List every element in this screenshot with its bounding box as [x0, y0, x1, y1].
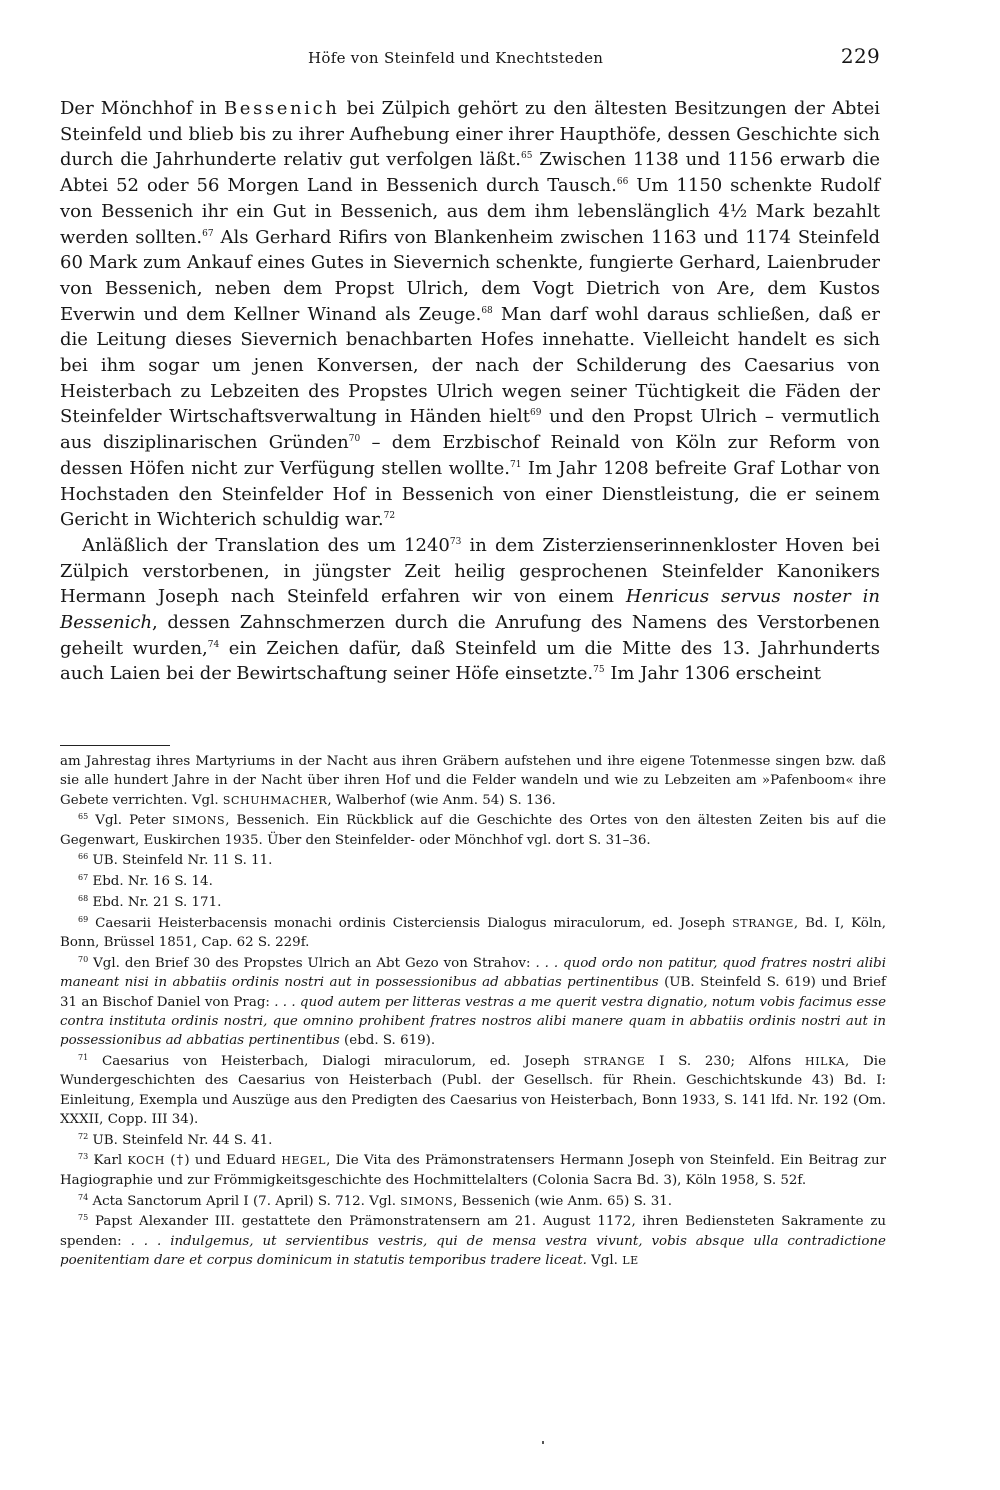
footnote-70 [60, 954, 886, 1050]
text-run: UB. Steinfeld Nr. 44 S. 41. [88, 1132, 273, 1148]
text-run: bei Zülpich gehört zu den ältesten Besitzungen der Abtei Steinfeld und blieb bis zu ihrer Aufhebung einer ihrer Haupthöfe, dessen Geschichte sich durch die Jahrhunderte relativ gut verfolgen läßt. [60, 98, 880, 171]
text-run: (UB. Steinfeld S. 619) und Brief 31 an Bischof Daniel von Prag: [60, 975, 886, 1010]
footnote-number: 68 [78, 894, 89, 904]
author-name: HILKA [805, 1054, 845, 1068]
text-run: Der Mönchhof in [60, 98, 224, 119]
text-run: Vgl. den Brief 30 des Propstes Ulrich an Abt Gezo von Strahov: [88, 955, 536, 971]
running-title: Höfe von Steinfeld und Knechtsteden [308, 49, 604, 67]
footnote-ref-65[interactable]: 65 [521, 151, 533, 162]
author-name: KOCH [127, 1154, 165, 1168]
text-run: (†) und Eduard [164, 1153, 282, 1169]
footnotes [60, 752, 886, 1272]
text-run: Ebd. Nr. 21 S. 171. [88, 895, 222, 911]
spaced-place-name: Bessenich [223, 98, 340, 119]
footnote-ref-73[interactable]: 73 [449, 536, 462, 547]
text-run: Zwischen 1138 und 1156 erwarb die Abtei 52 oder 56 Morgen Land in Bessenich durch Tausch. [60, 149, 880, 197]
footnote-72 [60, 1131, 886, 1150]
text-run: Vgl. [586, 1252, 623, 1268]
text-run: Caesarii Heisterbacensis monachi ordinis Cisterciensis Dialogus miraculorum, ed. Joseph [88, 915, 733, 931]
latin-quote: . . . indulgemus, ut servientibus vestris, qui de mensa vestra vivunt, vobis absque ulla contradictione poenitentiam dare et corpus dominicum in statutis temporibus tradere liceat. [60, 1233, 886, 1268]
text-run: Man darf wohl daraus schließen, daß er die Leitung dieses Sievernich benachbarten Hofes innehatte. Vielleicht handelt es sich bei ihm sogar um jenen Konversen, der nach der Schilderung des Caesarius von Heisterbach zu Lebzeiten des Propstes Ulrich wegen seiner Tüchtigkeit die Fäden der Steinfelder Wirtschaftsverwaltung in Händen hielt [60, 303, 880, 428]
text-run: Papst Alexander III. gestattete den Prämonstratensern am 21. August 1172, ihren Bediensteten Sakramente zu spenden: [60, 1214, 886, 1249]
author-name: SIMONS [172, 814, 226, 828]
latin-quote: . . . quod ordo non patitur, quod fratres nostri alibi maneant nisi in abbatiis ordinis nostri aut in possessionibus ad abbatias pertinentibus [60, 955, 886, 991]
footnote-number: 66 [78, 852, 89, 862]
text-run: (ebd. S. 619). [339, 1033, 436, 1049]
author-name: LE [622, 1253, 639, 1267]
footnote-number: 74 [78, 1192, 89, 1202]
footnote-69 [60, 914, 886, 953]
text-run: Im Jahr 1208 befreite Graf Lothar von Hochstaden den Steinfelder Hof in Bessenich von einer Dienstleistung, die er seinem Gericht in Wichterich schuldig war. [60, 457, 880, 531]
latin-quote: . . . quod autem per litteras vestras a me querit vestra dignatio, notum vobis facimus esse contra instituta ordinis nostri, que omnino prohibent fratres nostros alibi manere quam in abbatiis ordinis nostri aut in possessionibus ad abbatias pertinentibus [60, 994, 886, 1049]
text-run: , Bd. I, Köln, Bonn, Brüssel 1851, Cap. 62 S. 229f. [60, 915, 886, 951]
text-run: , Bessenich. Ein Rückblick auf die Geschichte des Ortes von den ältesten Zeiten bis auf die Gegenwart, Euskirchen 1935. Über den Steinfelder- oder Mönchhof vgl. dort S. 31–36. [60, 813, 887, 848]
text-run: am Jahrestag ihres Martyriums in der Nacht aus ihren Gräbern aufstehen und ihre eigene Totenmesse singen bzw. daß sie alle hundert Jahre in der Nacht über ihren Hof und die Felder wandeln und wie zu Lebzeiten am »Pafenboom« ihre Gebete verrichten. Vgl. [60, 754, 886, 808]
text-run: , Die Wundergeschichten des Caesarius von Heisterbach (Publ. der Gesellsch. für Rhein. Geschichtskunde 43) Bd. I: Einleitung, Exempla und Auszüge aus den Predigten des Caesarius von Heisterbach, Bonn 1933, S. 141 lfd. Nr. 192 (Om. XXXII, Copp. III 34). [60, 1053, 886, 1127]
text-run: , Die Vita des Prämonstratensers Hermann Joseph von Steinfeld. Ein Beitrag zur Hagiographie und zur Frömmigkeitsgeschichte des Hochmittelalters (Colonia Sacra Bd. 3), Köln 1958, S. 52f. [60, 1153, 887, 1188]
footnote-number: 69 [78, 914, 89, 924]
text-run: Vgl. Peter [88, 813, 173, 829]
footnote-ref-75[interactable]: 75 [593, 665, 605, 676]
text-run: Als Gerhard Rifirs von Blankenheim zwischen 1163 und 1174 Steinfeld 60 Mark zum Ankauf eines Gutes in Sievernich schenkte, fungierte Gerhard, Laienbruder von Bessenich, neben dem Propst Ulrich, dem Vogt Dietrich von Are, dem Kustos Everwin und dem Kellner Winand als Zeuge. [60, 226, 880, 325]
footnote-67 [60, 872, 886, 891]
author-name: SCHUHMACHER [222, 793, 328, 807]
footnote-number: 70 [78, 954, 89, 964]
text-run: Ebd. Nr. 16 S. 14. [88, 874, 213, 890]
text-run: Anläßlich der Translation des um 1240 [82, 534, 450, 556]
page-number: 229 [840, 44, 880, 68]
scan-speck [542, 1441, 544, 1444]
footnote-ref-69[interactable]: 69 [530, 408, 542, 419]
text-run: Um 1150 schenkte Rudolf von Bessenich ihr ein Gut in Bessenich, aus dem ihm lebenslänglich 4½ Mark bezahlt werden sollten. [60, 175, 880, 248]
footnote-ref-71[interactable]: 71 [509, 459, 522, 470]
footnote-ref-66[interactable]: 66 [616, 177, 629, 188]
paragraph-1 [60, 96, 880, 533]
author-name: STRANGE [732, 916, 794, 930]
footnote-ref-68[interactable]: 68 [481, 305, 493, 316]
footnote-continuation [60, 752, 886, 810]
footnote-68 [60, 893, 886, 912]
body-text [60, 96, 880, 687]
text-run: Im Jahr 1306 erscheint [604, 663, 822, 685]
paragraph-2 [60, 533, 880, 687]
footnote-number: 72 [78, 1131, 89, 1141]
footnote-ref-72[interactable]: 72 [383, 511, 396, 522]
text-run: Acta Sanctorum April I (7. April) S. 712. Vgl. [88, 1193, 401, 1209]
author-name: SIMONS [400, 1194, 454, 1208]
text-run: , Bessenich (wie Anm. 65) S. 31. [453, 1193, 673, 1209]
text-run: UB. Steinfeld Nr. 11 S. 11. [88, 853, 273, 869]
footnote-ref-74[interactable]: 74 [207, 639, 220, 650]
footnote-number: 75 [78, 1213, 89, 1223]
text-run: – dem Erzbischof Reinald von Köln zur Reform von dessen Höfen nicht zur Verfügung stellen wollte. [60, 432, 880, 479]
italic-quote: Henricus servus noster in Bessenich [60, 586, 880, 634]
text-run: Karl [88, 1153, 128, 1169]
footnote-ref-70[interactable]: 70 [348, 434, 361, 445]
text-run: und den Propst Ulrich – vermutlich aus disziplinarischen Gründen [60, 406, 880, 454]
footnote-number: 71 [78, 1052, 89, 1062]
footnote-74 [60, 1192, 886, 1211]
footnote-number: 65 [78, 812, 89, 822]
text-run: I S. 230; Alfons [645, 1053, 806, 1069]
footnote-75 [60, 1212, 886, 1270]
footnote-ref-67[interactable]: 67 [202, 228, 214, 239]
text-run: , dessen Zahnschmerzen durch die Anrufung des Namens des Verstorbenen geheilt wurden, [60, 612, 880, 659]
text-run: , Walberhof (wie Anm. 54) S. 136. [327, 792, 556, 808]
footnote-73 [60, 1151, 886, 1190]
text-run: ein Zeichen dafür, daß Steinfeld um die Mitte des 13. Jahrhunderts auch Laien bei der Bewirtschaftung seiner Höfe einsetzte. [60, 637, 880, 685]
text-run: in dem Zisterzienserinnenkloster Hoven bei Zülpich verstorbenen, in jüngster Zeit heilig gesprochenen Steinfelder Kanonikers Hermann Joseph nach Steinfeld erfahren wir von einem [60, 534, 880, 608]
footnote-65 [60, 811, 886, 850]
author-name: HEGEL [281, 1154, 327, 1168]
footnote-number: 73 [78, 1152, 89, 1162]
footnote-66 [60, 851, 886, 870]
footnote-71 [60, 1052, 886, 1129]
footnote-number: 67 [78, 873, 89, 883]
author-name: STRANGE [583, 1054, 646, 1068]
text-run: Caesarius von Heisterbach, Dialogi miraculorum, ed. Joseph [88, 1053, 584, 1069]
running-head [60, 44, 880, 73]
footnote-divider [60, 745, 170, 746]
